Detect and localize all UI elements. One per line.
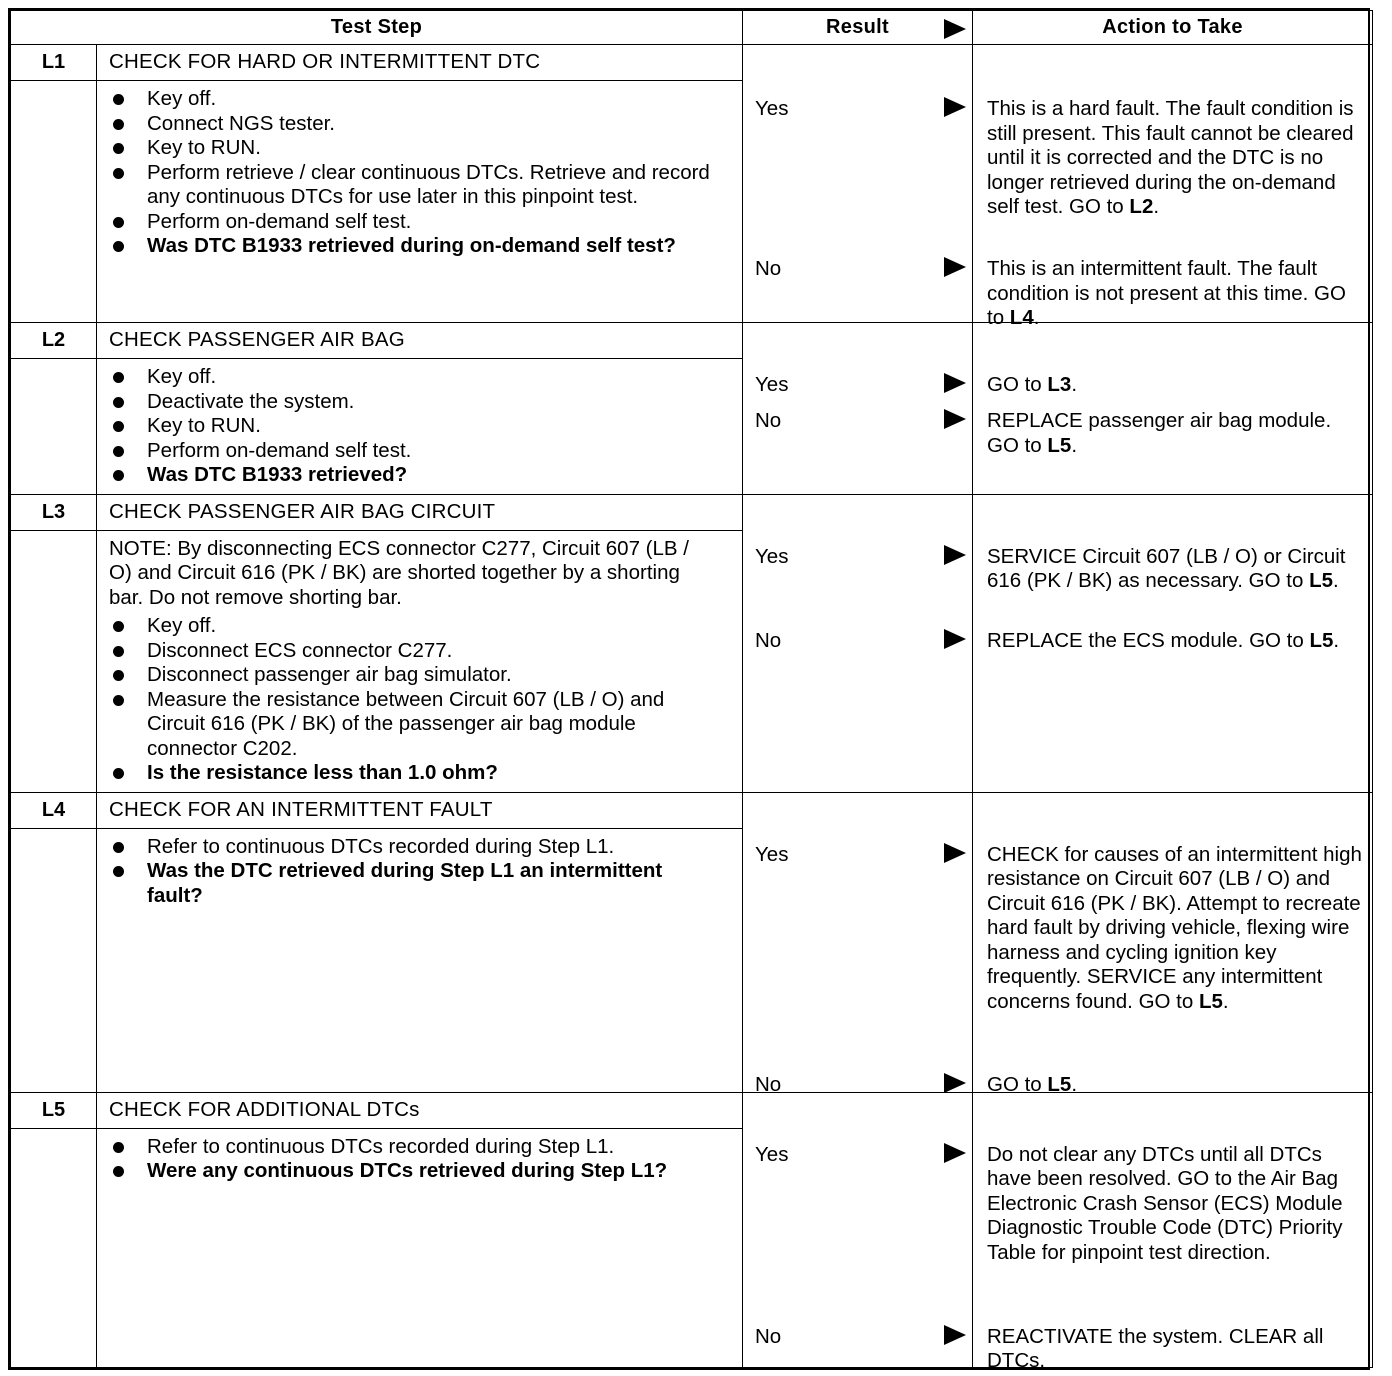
action-cell [973,45,1373,329]
instruction-list [109,1135,712,1184]
step-id: L1 [11,45,97,81]
instruction-item: Perform retrieve / clear continuous DTCs. Retrieve and record any continuous DTCs for use later in this pinpoint test. [109,161,712,210]
instruction-item: Key to RUN. [109,414,712,439]
arrow-right-icon [944,257,966,277]
step-id: L2 [11,323,97,359]
step-id-spacer [11,81,97,323]
arrow-right-icon [944,843,966,863]
instruction-item: Perform on-demand self test. [109,210,712,235]
step-body [97,81,743,323]
step-body [97,359,743,495]
step-question: Was the DTC retrieved during Step L1 an intermittent fault? [109,859,712,908]
step-note: NOTE: By disconnecting ECS connector C277, Circuit 607 (LB / O) and Circuit 616 (PK / BK) are shorted together by a shorting bar. Do not remove shorting bar. [109,536,689,609]
pinpoint-test-sheet [8,8,1370,1370]
step-reference: L5 [1198,989,1223,1013]
step-body [97,1128,743,1368]
instruction-item: Disconnect passenger air bag simulator. [109,663,712,688]
instruction-item: Refer to continuous DTCs recorded during Step L1. [109,1135,712,1160]
step-title-row [11,792,1373,828]
yes-label: Yes [755,544,789,568]
yes-action: CHECK for causes of an intermittent high resistance on Circuit 607 (LB / O) and Circuit 616 (PK / BK). Attempt to recreate hard fault by driving vehicle, flexing wire harness and cycling ignition key frequently. SERVICE any intermittent concerns found. GO to L5. [987,842,1362,1013]
step-title-row [11,494,1373,530]
yes-label: Yes [755,373,789,396]
pinpoint-test-table [10,10,1373,1372]
instruction-item: Perform on-demand self test. [109,439,712,464]
step-title-row [11,45,1373,81]
step-id: L5 [11,1092,97,1128]
step-id-spacer [11,530,97,792]
no-action: REACTIVATE the system. CLEAR all DTCs. [987,1324,1324,1372]
step-title-row [11,323,1373,359]
arrow-right-icon [944,1143,966,1163]
instruction-list [109,365,712,488]
step-question: Is the resistance less than 1.0 ohm? [109,761,712,786]
arrow-right-icon [944,1325,966,1345]
instruction-list [109,835,712,909]
instruction-item: Key off. [109,87,712,112]
instruction-item: Connect NGS tester. [109,112,712,137]
step-question: Was DTC B1933 retrieved during on-demand self test? [109,234,712,259]
step-title: CHECK PASSENGER AIR BAG [97,323,743,359]
test-step-header: Test Step [11,11,743,45]
arrow-right-icon [944,1073,966,1093]
no-action: REPLACE the ECS module. GO to L5. [987,628,1340,652]
instruction-list [109,87,712,259]
no-label: No [755,1072,782,1096]
step-id: L4 [11,792,97,828]
instruction-item: Key off. [109,614,712,639]
step-title: CHECK PASSENGER AIR BAG CIRCUIT [97,494,743,530]
yes-action: GO to L3. [987,373,1078,396]
yes-label: Yes [755,97,789,120]
step-title: CHECK FOR AN INTERMITTENT FAULT [97,792,743,828]
step-title: CHECK FOR ADDITIONAL DTCs [97,1092,743,1128]
instruction-item: Refer to continuous DTCs recorded during Step L1. [109,835,712,860]
yes-action: This is a hard fault. The fault condition is still present. This fault cannot be cleared until it is corrected and the DTC is no longer retrieved during the on-demand self test. GO to L2. [987,97,1354,218]
result-header [743,11,973,45]
result-cell [743,323,973,495]
result-header-label: Result [826,16,889,39]
instruction-item: Disconnect ECS connector C277. [109,639,712,664]
instruction-item: Key off. [109,365,712,390]
step-reference: L5 [1047,1072,1072,1096]
instruction-list [109,614,712,786]
step-reference: L2 [1129,195,1154,218]
action-cell [973,792,1373,1096]
arrow-right-icon [944,629,966,649]
step-body [97,530,743,792]
step-title: CHECK FOR HARD OR INTERMITTENT DTC [97,45,743,81]
step-reference: L5 [1047,433,1072,457]
no-action: This is an intermittent fault. The fault condition is not present at this time. GO to L4. [987,257,1346,329]
arrow-right-icon [944,545,966,565]
step-reference: L5 [1309,569,1333,592]
instruction-item: Key to RUN. [109,136,712,161]
step-reference: L4 [1009,306,1034,329]
step-reference: L3 [1047,373,1072,396]
step-id-spacer [11,359,97,495]
yes-label: Yes [755,1142,789,1166]
action-cell [973,494,1373,792]
result-cell [743,1092,973,1368]
yes-label: Yes [755,842,789,866]
no-label: No [755,409,782,432]
instruction-item: Deactivate the system. [109,390,712,415]
step-id: L3 [11,494,97,530]
yes-action: SERVICE Circuit 607 (LB / O) or Circuit 616 (PK / BK) as necessary. GO to L5. [987,544,1346,592]
arrow-right-icon [944,19,966,39]
step-question: Were any continuous DTCs retrieved during Step L1? [109,1159,712,1184]
yes-action: Do not clear any DTCs until all DTCs have been resolved. GO to the Air Bag Electronic Crash Sensor (ECS) Module Diagnostic Trouble Code (DTC) Priority Table for pinpoint test direction. [987,1142,1343,1264]
step-reference: L5 [1309,628,1334,652]
no-label: No [755,257,782,280]
step-question: Was DTC B1933 retrieved? [109,463,712,488]
instruction-item: Measure the resistance between Circuit 607 (LB / O) and Circuit 616 (PK / BK) of the passenger air bag module connector C202. [109,688,712,762]
arrow-right-icon [944,373,966,393]
action-header: Action to Take [973,11,1373,45]
step-body [97,828,743,1092]
action-cell [973,1092,1373,1372]
result-cell [743,792,973,1096]
no-action: GO to L5. [987,1072,1078,1096]
no-label: No [755,1324,782,1348]
no-action: REPLACE passenger air bag module. GO to L5. [987,409,1332,457]
arrow-right-icon [944,97,966,117]
result-cell [743,45,973,323]
arrow-right-icon [944,409,966,429]
step-title-row [11,1092,1373,1128]
step-id-spacer [11,828,97,1092]
header-row [11,11,1373,45]
result-cell [743,494,973,792]
action-cell [973,323,1373,495]
step-id-spacer [11,1128,97,1368]
no-label: No [755,628,782,652]
